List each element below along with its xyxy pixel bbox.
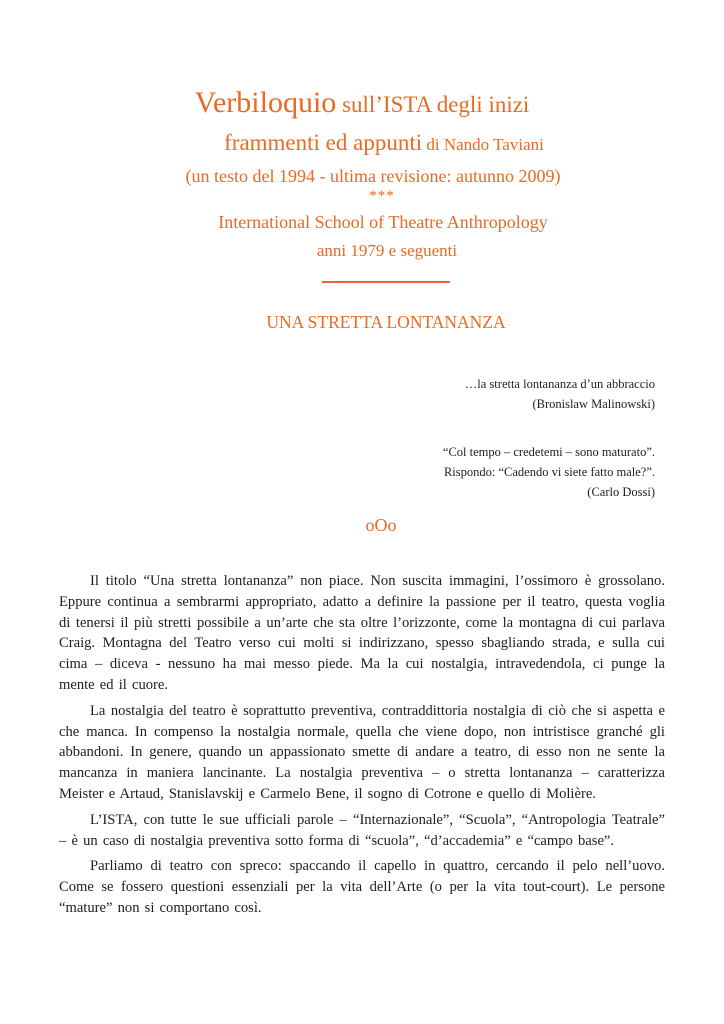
- document-title: [59, 86, 665, 122]
- document-body: [59, 571, 665, 919]
- title-main: Verbiloquio: [194, 86, 337, 119]
- horizontal-rule: [322, 281, 450, 283]
- epigraph-line: …la stretta lontananza d’un abbraccio: [464, 377, 655, 391]
- document-subtitle: [81, 129, 687, 159]
- title-secondary: sull’ISTA degli inizi: [336, 92, 530, 117]
- subtitle-author: di Nando Taviani: [422, 135, 544, 154]
- edition-note: (un testo del 1994 - ultima revisione: autunno 2009): [185, 166, 561, 186]
- epigraph-malinowski: [59, 374, 665, 414]
- section-heading: UNA STRETTA LONTANANZA: [266, 312, 506, 332]
- epigraph-attribution: (Bronislaw Malinowski): [532, 397, 655, 411]
- epigraph-attribution: (Carlo Dossi): [587, 485, 655, 499]
- years-line: anni 1979 e seguenti: [316, 241, 458, 260]
- subtitle-main: frammenti ed appunti: [224, 130, 423, 155]
- epigraph-line: “Col tempo – credetemi – sono maturato”.: [442, 445, 655, 459]
- section-ornament: oOo: [365, 515, 397, 535]
- body-paragraph: La nostalgia del teatro è soprattutto preventiva, contraddittoria nostalgia di ciò che si aspetta e che manca. In compenso la nostalgia normale, quella che viene dopo, non intristisce granché gli abbandoni. In genere, quando un appassionato smette di andare a teatro, di esso non ne sente la mancanza in maniera lancinante. La nostalgia preventiva – o stretta lontananza – caratterizza Meister e Artaud, Stanislavskij e Carmelo Bene, il sogno di Cotrone e quello di Molière.: [59, 702, 665, 802]
- epigraph-line: Rispondo: “Cadendo vi siete fatto male?”.: [443, 465, 655, 479]
- institution-line: International School of Theatre Anthropology: [218, 212, 548, 232]
- epigraph-dossi: [59, 442, 665, 502]
- body-paragraph: Il titolo “Una stretta lontananza” non piace. Non suscita immagini, l’ossimoro è grossolano. Eppure continua a sembrarmi appropriato, adatto a definire la passione per il teatro, questa voglia di tenersi il più stretti possibile a un’arte che sta oltre l’orizzonte, come la montagna di cui parlava Craig. Montagna del Teatro verso cui molti si indirizzano, spesso sbagliando strada, e sulla cui cima – diceva - nessuno ha mai messo piede. Ma la cui nostalgia, intravedendola, ci punge la mente ed il cuore.: [59, 573, 665, 693]
- asterisk-separator: ***: [369, 188, 395, 204]
- body-paragraph: Parliamo di teatro con spreco: spaccando il capello in quattro, cercando il pelo nell’uovo. Come se fossero questioni essenziali per la vita dell’Arte (o per la vita tout-court). Le persone “mature” non si comportano così.: [59, 858, 665, 916]
- document-header: [59, 86, 665, 283]
- body-paragraph: L’ISTA, con tutte le sue ufficiali parole – “Internazionale”, “Scuola”, “Antropologia Teatrale” – è un caso di nostalgia preventiva sotto forma di “scuola”, “d’accademia” e “campo base”.: [59, 811, 665, 849]
